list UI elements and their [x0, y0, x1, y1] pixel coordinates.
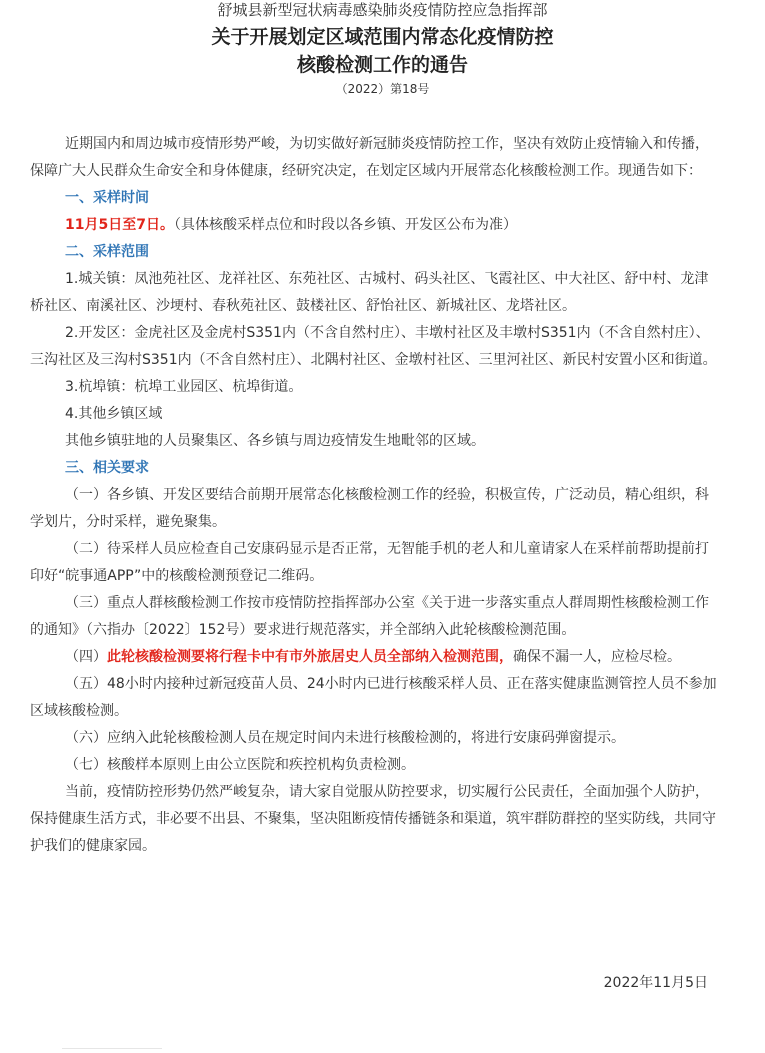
requirement-6: （六）应纳入此轮核酸检测人员在规定时间内未进行核酸检测的，将进行安康码弹窗提示。: [65, 730, 625, 746]
section-heading-requirements: 三、相关要求: [65, 460, 149, 476]
footer-divider: [62, 1048, 162, 1049]
section-heading-sampling-scope: 二、采样范围: [65, 244, 149, 260]
requirement-2: （二）待采样人员应检查自己安康码显示是否正常，无智能手机的老人和儿童请家人在采样前帮助提前打印好“皖事通APP”中的核酸检测预登记二维码。: [30, 541, 709, 584]
notice-title-line1: 关于开展划定区域范围内常态化疫情防控: [211, 26, 554, 48]
requirement-4-highlight: 此轮核酸检测要将行程卡中有市外旅居史人员全部纳入检测范围，: [107, 649, 513, 665]
requirement-7: （七）核酸样本原则上由公立医院和疾控机构负责检测。: [65, 757, 415, 773]
closing-paragraph: 当前，疫情防控形势仍然严峻复杂，请大家自觉服从防控要求，切实履行公民责任，全面加强个人防护，保持健康生活方式，非必要不出县、不聚集，坚决阻断疫情传播链条和渠道，筑牢群防群控的坚实防线，共同守护我们的健康家园。: [30, 784, 716, 854]
sampling-dates: 11月5日至7日。: [65, 217, 174, 233]
requirement-4-suffix: 确保不漏一人，应检尽检。: [513, 649, 681, 665]
scope-item-hangbu: 3.杭埠镇：杭埠工业园区、杭埠街道。: [65, 379, 303, 395]
requirement-4: [30, 644, 720, 671]
intro-paragraph: 近期国内和周边城市疫情形势严峻，为切实做好新冠肺炎疫情防控工作，坚决有效防止疫情输入和传播，保障广大人民群众生命安全和身体健康，经研究决定，在划定区域内开展常态化核酸检测工作。现通告如下：: [30, 136, 709, 179]
scope-item-other-towns: 4.其他乡镇区域: [65, 406, 163, 422]
sampling-note: （具体核酸采样点位和时段以各乡镇、开发区公布为准）: [173, 217, 517, 233]
sampling-time: [30, 212, 720, 239]
requirement-5: （五）48小时内接种过新冠疫苗人员、24小时内已进行核酸采样人员、正在落实健康监测管控人员不参加区域核酸检测。: [30, 676, 717, 719]
section-heading-sampling-time: 一、采样时间: [65, 190, 149, 206]
notice-title-line2: 核酸检测工作的通告: [296, 54, 468, 76]
requirement-4-prefix: （四）: [65, 649, 107, 665]
document-number: （2022）第18号: [335, 82, 430, 96]
notice-body: [30, 131, 720, 860]
scope-item-other-towns-detail: 其他乡镇驻地的人员聚集区、各乡镇与周边疫情发生地毗邻的区域。: [65, 433, 485, 449]
scope-item-development-zone: 2.开发区：金虎社区及金虎村S351内（不含自然村庄）、丰墩村社区及丰墩村S351内（不含自然村庄）、三沟社区及三沟村S351内（不含自然村庄）、北隅村社区、金墩村社区、三里河社区、新民村安置小区和街道。: [30, 325, 717, 368]
requirement-1: （一）各乡镇、开发区要结合前期开展常态化核酸检测工作的经验，积极宣传，广泛动员，精心组织，科学划片，分时采样，避免聚集。: [30, 487, 709, 530]
requirement-3: （三）重点人群核酸检测工作按市疫情防控指挥部办公室《关于进一步落实重点人群周期性核酸检测工作的通知》（六指办〔2022〕152号）要求进行规范落实，并全部纳入此轮核酸检测范围。: [30, 595, 709, 638]
issuing-organization: 舒城县新型冠状病毒感染肺炎疫情防控应急指挥部: [217, 1, 548, 19]
notice-date: 2022年11月5日: [603, 975, 708, 991]
scope-item-chengguan: 1.城关镇：凤池苑社区、龙祥社区、东苑社区、古城村、码头社区、飞霞社区、中大社区、舒中村、龙津桥社区、南溪社区、沙埂村、春秋苑社区、鼓楼社区、舒怡社区、新城社区、龙塔社区。: [30, 271, 709, 314]
